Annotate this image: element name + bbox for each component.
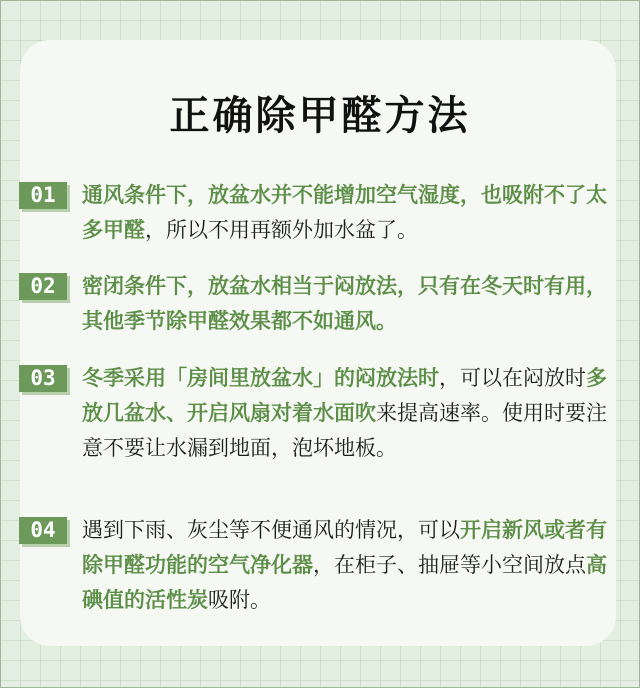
tip-text-normal: 吸附。	[208, 588, 271, 612]
tip-text-normal: ，可以在闷放时	[439, 366, 586, 390]
tip-text	[82, 269, 612, 339]
tip-text-normal: 遇到下雨、灰尘等不便通风的情况，可以	[82, 518, 460, 542]
tip-text-normal: ，在柜子、抽屉等小空间放点	[313, 553, 586, 577]
page-title: 正确除甲醛方法	[169, 93, 471, 139]
tip-text-highlight: 密闭条件下，放盆水相当于闷放法，只有在冬天时有用，其他季节除甲醛效果都不如通风。	[82, 274, 607, 333]
tip-number-badge: 03	[19, 365, 67, 392]
tip-text-highlight: 多放几盆水、开启风扇对着水面吹	[82, 366, 607, 425]
tip-text-highlight: 高碘值的活性炭	[82, 553, 607, 612]
tip-text-highlight: 冬季采用「房间里放盆水」的闷放法时	[82, 366, 439, 390]
tip-text-highlight: 开启新风或者有除甲醛功能的空气净化器	[82, 518, 607, 577]
tip-text	[82, 361, 612, 466]
tip-text-normal: ，所以不用再额外加水盆了。	[145, 218, 418, 242]
tip-text	[82, 178, 612, 248]
tip-number-badge: 04	[19, 517, 67, 544]
tip-text	[82, 513, 612, 618]
tip-text-highlight: 通风条件下，放盆水并不能增加空气湿度，也吸附不了太多甲醛	[82, 183, 607, 242]
tip-text-normal: 来提高速率。使用时要注意不要让水漏到地面，泡坏地板。	[82, 401, 607, 460]
tip-number-badge: 01	[19, 182, 67, 209]
tip-number-badge: 02	[19, 273, 67, 300]
